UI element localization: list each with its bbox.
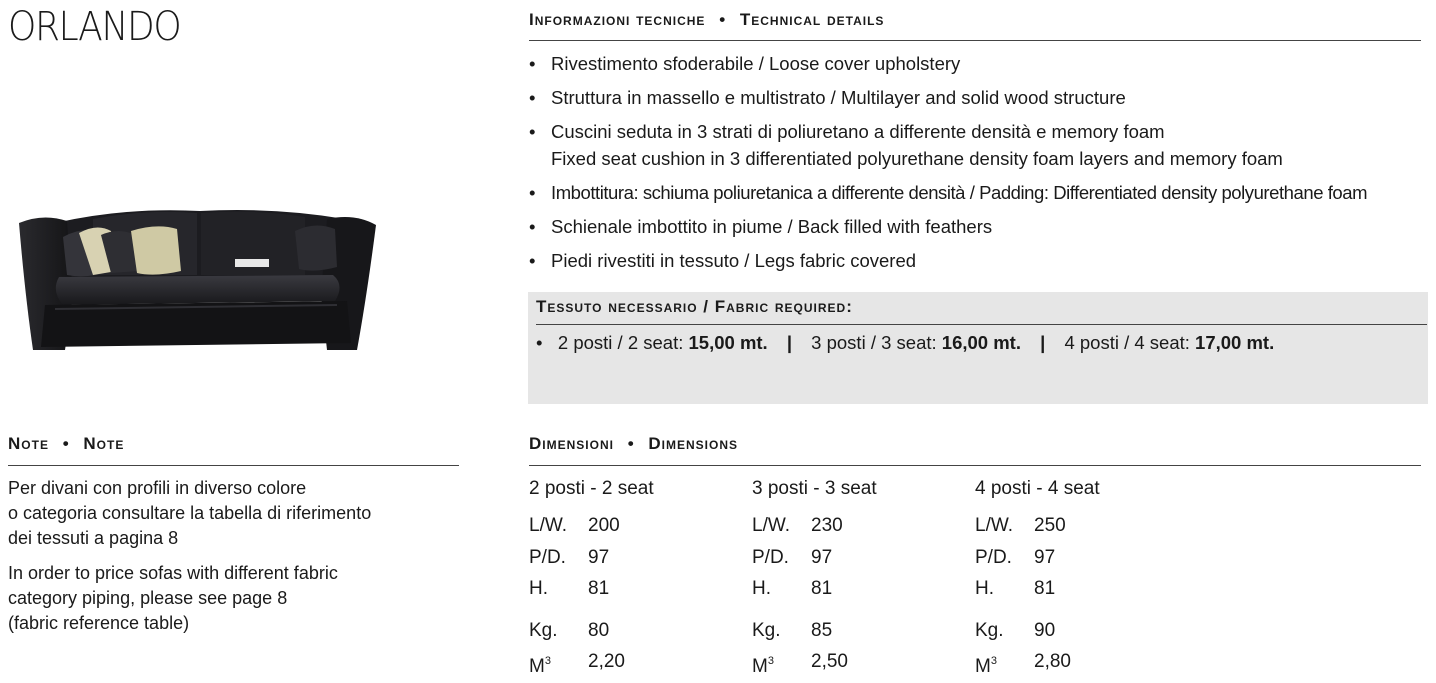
notes-heading-sep: • <box>62 434 70 453</box>
dim-row-weight <box>975 615 1100 647</box>
bullet-dot: • <box>529 121 536 142</box>
dim-row-volume <box>752 646 877 678</box>
bullet-dot: • <box>529 216 536 237</box>
volume-sup: 3 <box>990 655 997 667</box>
fabric-separator: | <box>786 332 793 353</box>
dim-value: 230 <box>811 515 843 536</box>
note-line: o categoria consultare la tabella di riferimento <box>8 503 372 523</box>
bullet-dot: • <box>536 332 543 353</box>
notes-heading-it: Note <box>8 434 49 453</box>
dimensions-column-4-seat <box>975 476 1100 678</box>
list-item <box>529 247 1434 274</box>
list-item <box>529 50 1434 77</box>
dim-value: 85 <box>811 619 833 641</box>
dimensions-heading-sep: • <box>627 434 635 453</box>
dim-row-width <box>975 510 1100 542</box>
technical-item-text: Struttura in massello e multistrato / Multilayer and solid wood structure <box>551 87 1126 108</box>
dim-value: 200 <box>588 515 620 536</box>
notes-italian <box>8 476 478 551</box>
dim-value: 97 <box>811 546 833 568</box>
dim-value: 2,80 <box>1034 651 1071 672</box>
dim-row-height <box>529 573 654 605</box>
list-item <box>529 84 1434 111</box>
list-item <box>529 118 1434 172</box>
dimensions-heading-en: Dimensions <box>648 434 738 453</box>
dim-row-height <box>752 573 877 605</box>
dimensions-rule <box>529 465 1421 466</box>
dim-label: P/D. <box>529 546 566 568</box>
list-item <box>529 213 1434 240</box>
note-line: In order to price sofas with different fabric <box>8 563 338 583</box>
dim-row-depth <box>752 542 877 574</box>
dim-label: L/W. <box>529 515 568 536</box>
dim-row-volume <box>975 646 1100 678</box>
notes-heading <box>8 434 124 454</box>
dim-row-height <box>975 573 1100 605</box>
fabric-option-value: 15,00 mt. <box>688 332 768 353</box>
technical-heading <box>529 10 884 30</box>
dim-label: H. <box>752 578 771 599</box>
volume-label: M <box>975 656 991 677</box>
dim-label: H. <box>975 578 994 599</box>
fabric-option-label: 4 posti / 4 seat: <box>1064 332 1190 353</box>
dim-row-weight <box>529 615 654 647</box>
dim-label: Kg. <box>752 619 781 641</box>
fabric-required-box <box>528 292 1428 404</box>
dim-label: Kg. <box>529 619 558 641</box>
technical-heading-it: Informazioni tecniche <box>529 10 706 29</box>
technical-list <box>529 50 1434 281</box>
dim-label: Kg. <box>975 619 1004 641</box>
dim-row-width <box>529 510 654 542</box>
technical-item-text: Piedi rivestiti in tessuto / Legs fabric covered <box>551 250 917 271</box>
note-line: (fabric reference table) <box>8 613 190 633</box>
dim-value: 81 <box>811 578 833 599</box>
dim-value: 97 <box>588 546 610 568</box>
bullet-dot: • <box>529 87 536 108</box>
dim-row-weight <box>752 615 877 647</box>
bullet-dot: • <box>529 250 536 271</box>
fabric-option-label: 3 posti / 3 seat: <box>811 332 937 353</box>
technical-item-text-line2: Fixed seat cushion in 3 differentiated polyurethane density foam layers and memory foam <box>551 148 1283 169</box>
dim-label <box>529 646 551 683</box>
volume-label: M <box>529 656 545 677</box>
technical-item-text: Rivestimento sfoderabile / Loose cover upholstery <box>551 53 961 74</box>
note-line: Per divani con profili in diverso colore <box>8 478 307 498</box>
dim-value: 80 <box>588 619 610 641</box>
dimensions-column-2-seat <box>529 476 654 678</box>
dim-label: P/D. <box>752 546 789 568</box>
volume-sup: 3 <box>544 655 551 667</box>
volume-label: M <box>752 656 768 677</box>
dim-row-volume <box>529 646 654 678</box>
dim-value: 250 <box>1034 515 1066 536</box>
fabric-rule <box>536 324 1427 325</box>
fabric-line <box>536 332 1274 354</box>
technical-item-text: Imbottitura: schiuma poliuretanica a differente densità / Padding: Differentiated density polyurethane foam <box>551 182 1368 203</box>
dimensions-column-3-seat <box>752 476 877 678</box>
dim-label: L/W. <box>975 515 1014 536</box>
dim-label: L/W. <box>752 515 791 536</box>
dim-row-width <box>752 510 877 542</box>
notes-heading-en: Note <box>83 434 125 453</box>
product-title: ORLANDO <box>8 4 181 50</box>
fabric-heading: Tessuto necessario / Fabric required: <box>536 297 853 316</box>
dimensions-column-title: 4 posti - 4 seat <box>975 478 1100 499</box>
dim-label <box>975 646 997 683</box>
fabric-option-label: 2 posti / 2 seat: <box>557 332 684 353</box>
technical-rule <box>529 40 1421 41</box>
dimensions-column-title: 3 posti - 3 seat <box>752 478 877 499</box>
bullet-dot: • <box>529 53 536 74</box>
dim-label: P/D. <box>975 546 1012 568</box>
list-item <box>529 179 1434 206</box>
dim-label <box>752 646 774 683</box>
volume-sup: 3 <box>767 655 774 667</box>
sofa-image <box>15 205 380 355</box>
technical-item-text: Schienale imbottito in piume / Back filled with feathers <box>551 216 993 237</box>
dim-row-depth <box>529 542 654 574</box>
bullet-dot: • <box>529 182 536 203</box>
dim-value: 81 <box>1034 578 1056 599</box>
fabric-option-value: 17,00 mt. <box>1195 332 1275 353</box>
technical-heading-sep: • <box>719 10 727 29</box>
notes-english <box>8 561 478 636</box>
dim-value: 81 <box>588 578 610 599</box>
dimensions-heading <box>529 434 738 454</box>
dim-label: H. <box>529 578 548 599</box>
dim-value: 2,50 <box>811 651 848 672</box>
technical-item-text: Cuscini seduta in 3 strati di poliuretano a differente densità e memory foam <box>551 121 1165 142</box>
dim-value: 97 <box>1034 546 1056 568</box>
dim-value: 90 <box>1034 619 1056 641</box>
dimensions-column-title: 2 posti - 2 seat <box>529 478 654 499</box>
dim-row-depth <box>975 542 1100 574</box>
notes-rule <box>8 465 459 466</box>
technical-heading-en: Technical details <box>739 10 885 29</box>
note-line: dei tessuti a pagina 8 <box>8 528 179 548</box>
fabric-separator: | <box>1040 332 1046 353</box>
fabric-option-value: 16,00 mt. <box>941 332 1021 353</box>
dim-value: 2,20 <box>588 651 625 672</box>
dimensions-heading-it: Dimensioni <box>529 434 614 453</box>
note-line: category piping, please see page 8 <box>8 588 288 608</box>
